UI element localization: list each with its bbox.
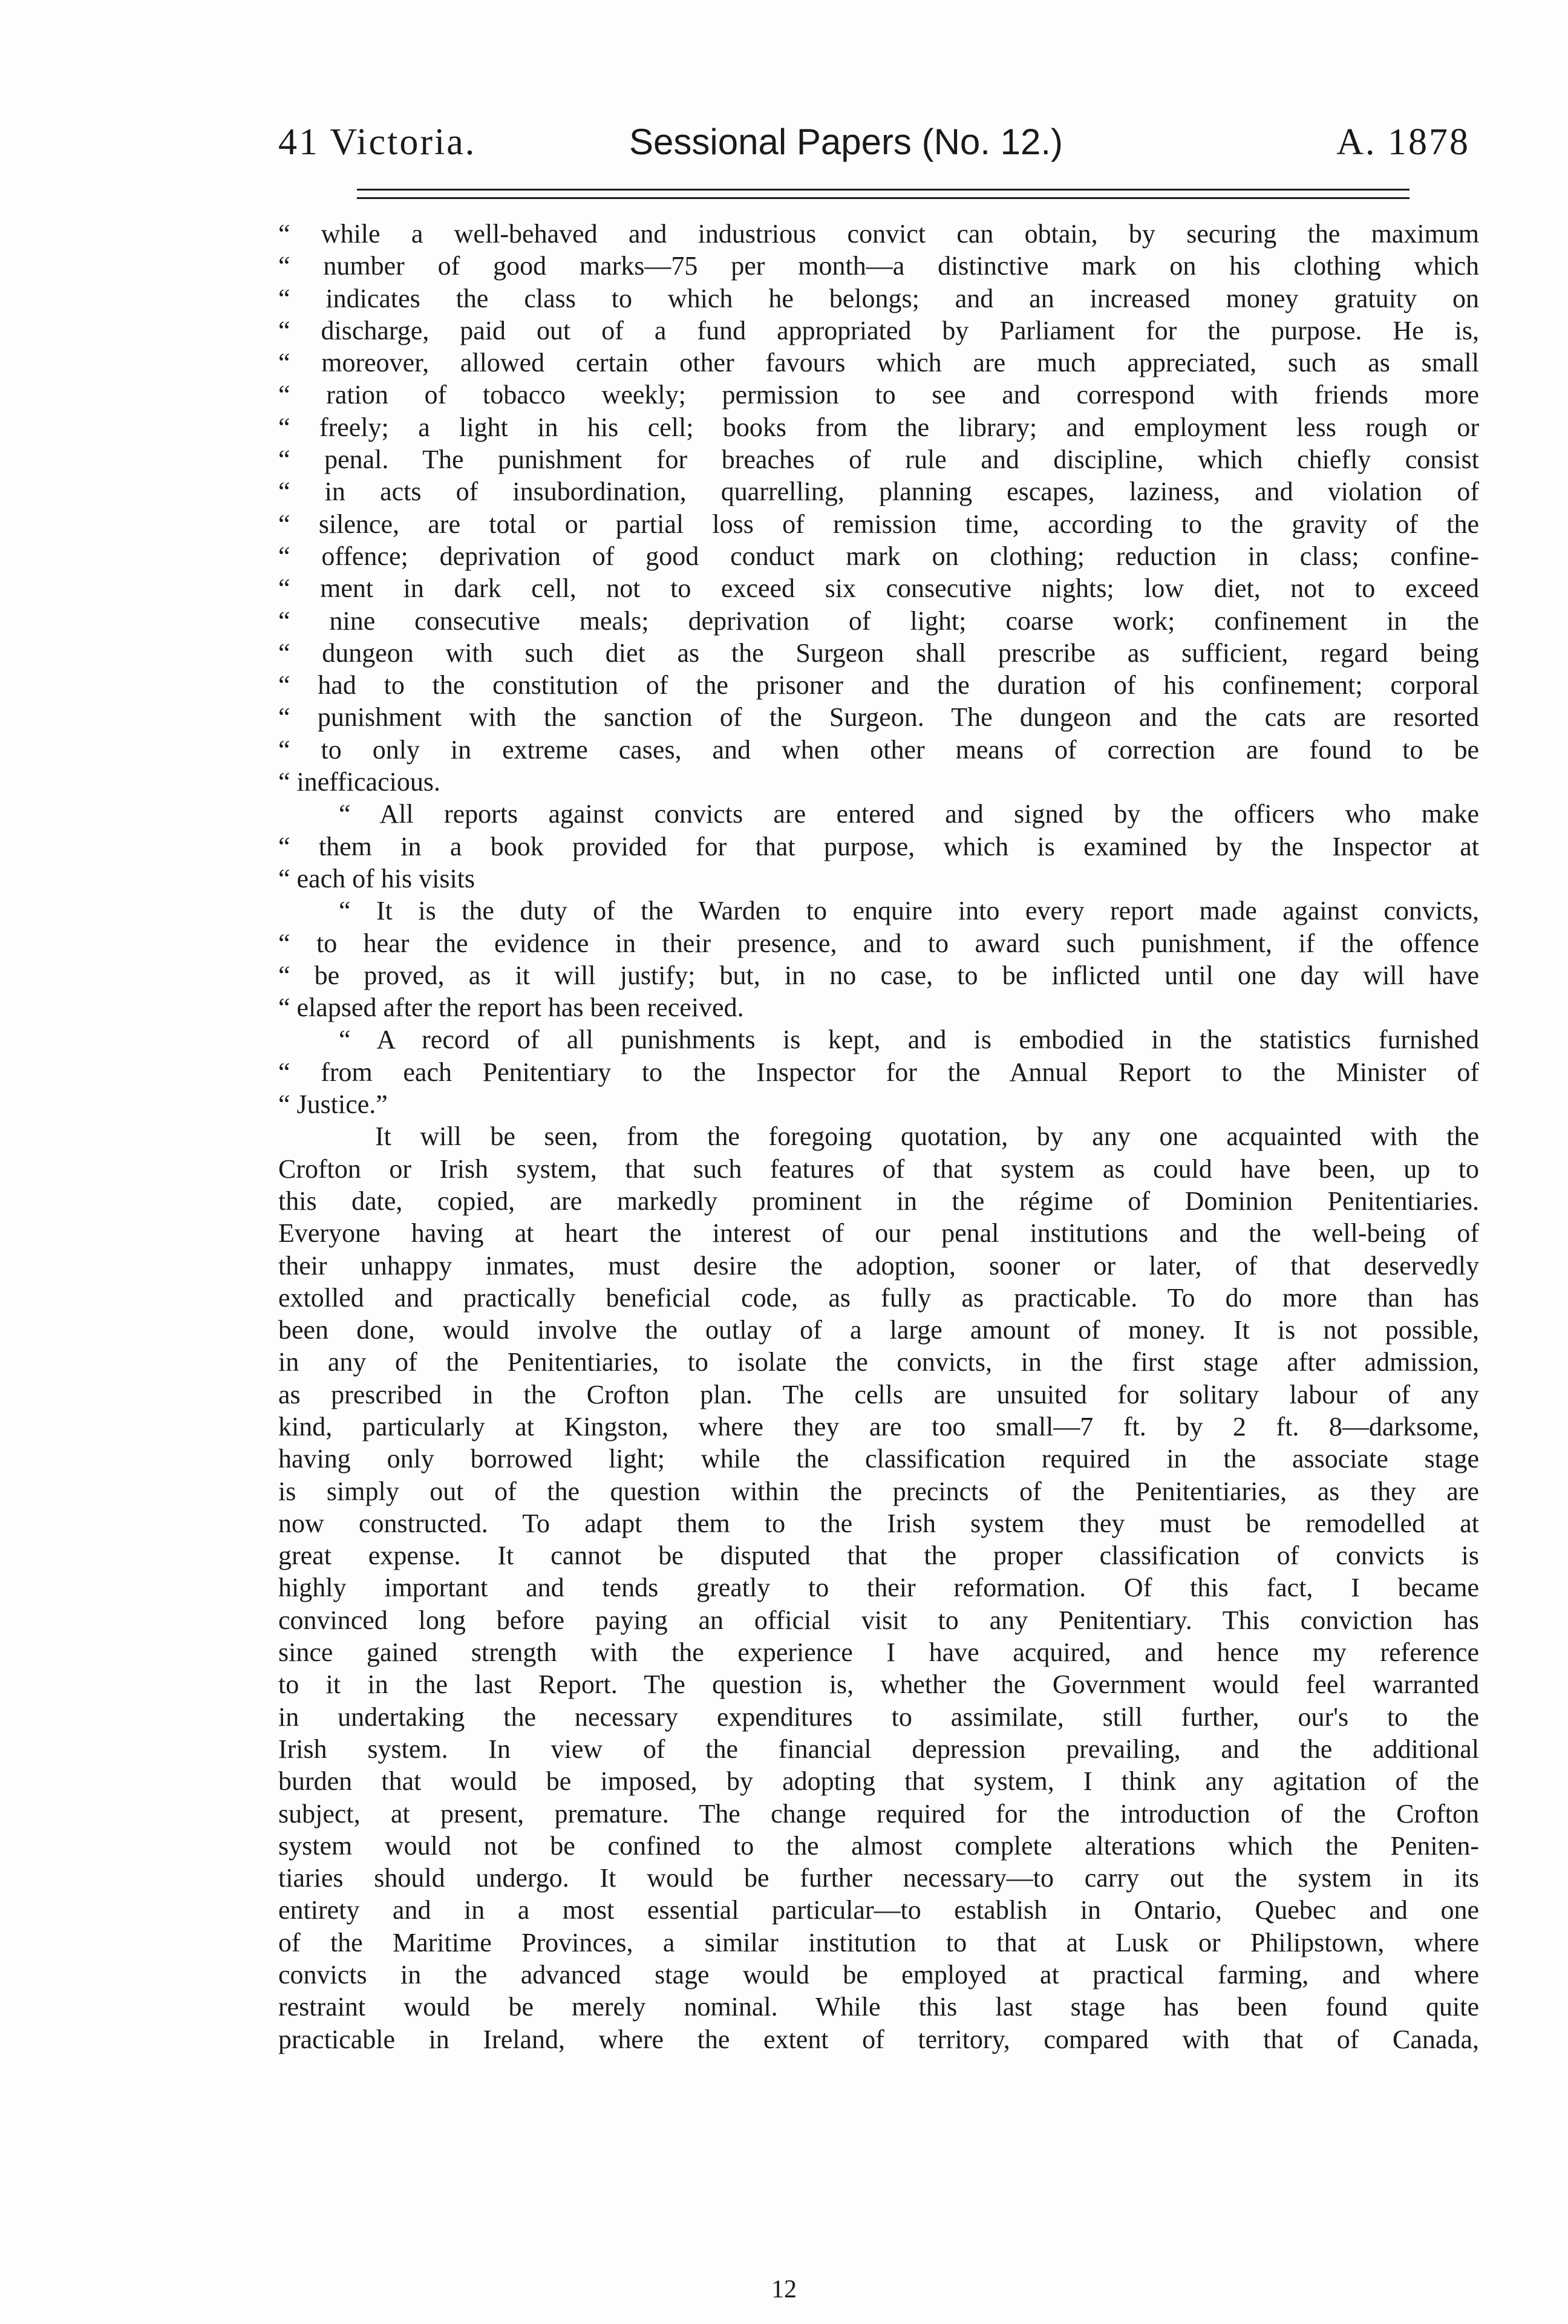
body-text xyxy=(278,218,1479,2087)
text-line: “ while a well-behaved and industrious convict can obtain, by securing the maximum xyxy=(278,219,1479,249)
header-title: Sessional Papers (No. 12.) xyxy=(629,122,1063,162)
text-line: is simply out of the question within the precincts of the Penitentiaries, as they are xyxy=(278,1476,1479,1506)
text-line: “ It is the duty of the Warden to enquire into every report made against convicts, xyxy=(339,896,1479,926)
text-line: “ Justice.” xyxy=(278,1089,388,1120)
text-line: “ silence, are total or partial loss of remission time, according to the gravity of the xyxy=(278,509,1479,539)
text-line: “ ment in dark cell, not to exceed six consecutive nights; low diet, not to exceed xyxy=(278,573,1479,604)
text-line: “ in acts of insubordination, quarrelling, planning escapes, laziness, and violation of xyxy=(278,477,1479,507)
text-line: “ inefficacious. xyxy=(278,767,440,797)
text-line: “ had to the constitution of the prisoner and the duration of his confinement; corporal xyxy=(278,670,1479,700)
text-line: “ from each Penitentiary to the Inspector for the Annual Report to the Minister of xyxy=(278,1057,1479,1087)
page-header xyxy=(278,115,1470,169)
text-line: having only borrowed light; while the classification required in the associate stage xyxy=(278,1444,1479,1474)
text-line: kind, particularly at Kingston, where they are too small—7 ft. by 2 ft. 8—darksome, xyxy=(278,1411,1479,1441)
text-line: system would not be confined to the almost complete alterations which the Peniten- xyxy=(278,1830,1479,1861)
text-line: “ them in a book provided for that purpose, which is examined by the Inspector at xyxy=(278,831,1479,861)
text-line: restraint would be merely nominal. While this last stage has been found quite xyxy=(278,1992,1479,2022)
text-line: been done, would involve the outlay of a large amount of money. It is not possible, xyxy=(278,1315,1479,1345)
text-line: It will be seen, from the foregoing quotation, by any one acquainted with the xyxy=(375,1121,1479,1152)
text-line: “ discharge, paid out of a fund appropriated by Parliament for the purpose. He is, xyxy=(278,315,1479,345)
text-line: extolled and practically beneficial code, as fully as practicable. To do more than has xyxy=(278,1282,1479,1313)
text-line: since gained strength with the experience I have acquired, and hence my reference xyxy=(278,1637,1479,1668)
text-line xyxy=(278,2055,1479,2087)
text-line: Everyone having at heart the interest of our penal institutions and the well-being of xyxy=(278,1218,1479,1248)
page-number: 12 xyxy=(771,2276,797,2303)
text-line: “ each of his visits xyxy=(278,863,475,893)
text-line: Crofton or Irish system, that such features of that system as could have been, up to xyxy=(278,1154,1479,1184)
text-line: convicts in the advanced stage would be employed at practical farming, and where xyxy=(278,1960,1479,1990)
text-line: as prescribed in the Crofton plan. The cells are unsuited for solitary labour of any xyxy=(278,1379,1479,1409)
text-line: “ All reports against convicts are entered and signed by the officers who make xyxy=(339,799,1479,829)
header-rule-top xyxy=(357,189,1410,191)
text-line: “ number of good marks—75 per month—a distinctive mark on his clothing which xyxy=(278,251,1479,281)
text-line: in any of the Penitentiaries, to isolate the convicts, in the first stage after admission, xyxy=(278,1347,1479,1377)
text-line: “ punishment with the sanction of the Surgeon. The dungeon and the cats are resorted xyxy=(278,702,1479,733)
header-year: A. 1878 xyxy=(1336,122,1470,163)
text-line: highly important and tends greatly to their reformation. Of this fact, I became xyxy=(278,1573,1479,1603)
text-line: in undertaking the necessary expenditures to assimilate, still further, our's to the xyxy=(278,1702,1479,1732)
text-line: Irish system. In view of the financial depression prevailing, and the additional xyxy=(278,1734,1479,1764)
text-line: “ A record of all punishments is kept, and is embodied in the statistics furnished xyxy=(339,1025,1479,1055)
text-line: this date, copied, are markedly prominent in the régime of Dominion Penitentiaries. xyxy=(278,1186,1479,1216)
text-line: “ moreover, allowed certain other favours which are much appreciated, such as small xyxy=(278,348,1479,378)
text-line: their unhappy inmates, must desire the adoption, sooner or later, of that deservedly xyxy=(278,1250,1479,1281)
text-line: “ to only in extreme cases, and when other means of correction are found to be xyxy=(278,734,1479,765)
text-line: “ be proved, as it will justify; but, in no case, to be inflicted until one day will have xyxy=(278,960,1479,990)
text-line: “ penal. The punishment for breaches of rule and discipline, which chiefly consist xyxy=(278,445,1479,475)
text-line: “ elapsed after the report has been received. xyxy=(278,993,744,1023)
text-line: “ freely; a light in his cell; books from the library; and employment less rough or xyxy=(278,412,1479,442)
text-line: practicable in Ireland, where the extent of territory, compared with that of Canada, xyxy=(278,2024,1479,2054)
text-line: convinced long before paying an official visit to any Penitentiary. This conviction has xyxy=(278,1605,1479,1635)
text-line: subject, at present, premature. The change required for the introduction of the Crofton xyxy=(278,1798,1479,1829)
text-line: to it in the last Report. The question is, whether the Government would feel warranted xyxy=(278,1670,1479,1700)
header-volume: 41 Victoria. xyxy=(278,122,477,163)
text-line: great expense. It cannot be disputed that the proper classification of convicts is xyxy=(278,1541,1479,1571)
text-line: tiaries should undergo. It would be further necessary—to carry out the system in its xyxy=(278,1863,1479,1893)
text-line: now constructed. To adapt them to the Irish system they must be remodelled at xyxy=(278,1508,1479,1538)
text-line: of the Maritime Provinces, a similar institution to that at Lusk or Philipstown, where xyxy=(278,1927,1479,1957)
text-line: burden that would be imposed, by adopting that system, I think any agitation of the xyxy=(278,1766,1479,1797)
text-line: entirety and in a most essential particular—to establish in Ontario, Quebec and one xyxy=(278,1895,1479,1925)
text-line: “ to hear the evidence in their presence, and to award such punishment, if the offence xyxy=(278,928,1479,958)
text-line: “ dungeon with such diet as the Surgeon shall prescribe as sufficient, regard being xyxy=(278,638,1479,668)
text-line: “ ration of tobacco weekly; permission to see and correspond with friends more xyxy=(278,380,1479,410)
text-line: “ nine consecutive meals; deprivation of light; coarse work; confinement in the xyxy=(278,605,1479,636)
text-line: “ offence; deprivation of good conduct mark on clothing; reduction in class; confine- xyxy=(278,541,1479,571)
text-line: “ indicates the class to which he belongs; and an increased money gratuity on xyxy=(278,283,1479,313)
header-rule-bottom xyxy=(357,197,1410,199)
